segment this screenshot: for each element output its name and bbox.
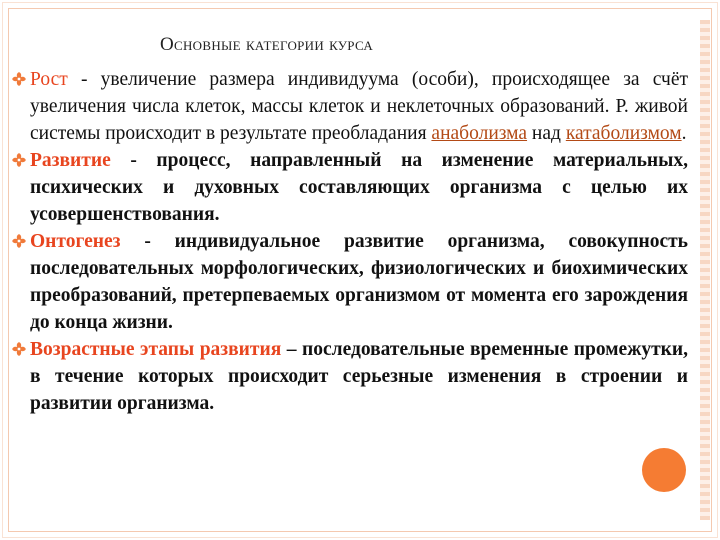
slide-title: Основные категории курса — [160, 34, 374, 55]
list-item-ontogenesis — [12, 228, 688, 336]
decorative-side-stripe — [700, 20, 710, 520]
term-age-stages: Возрастные этапы развития — [30, 339, 282, 360]
list-item-growth — [12, 66, 688, 147]
decorative-orange-circle — [642, 448, 686, 492]
definition-growth-a: - увеличение размера индивидуума (особи), происходящее за счёт увеличения числа клеток, массы клеток и неклеточных образований. Р. живой системы происходит в результате преобладания — [30, 69, 688, 144]
flower-bullet-icon — [12, 234, 26, 248]
definition-age-stages: – последовательные временные промежутки, в течение которых происходит серьезные изменения в строении и развитии организма. — [30, 339, 689, 414]
definition-growth-c: . — [681, 123, 687, 144]
flower-bullet-icon — [12, 342, 26, 356]
categories-list — [12, 66, 688, 417]
list-item-age-stages — [12, 336, 688, 417]
anabolism-link[interactable]: анаболизма — [431, 123, 528, 144]
term-ontogenesis: Онтогенез — [30, 231, 121, 252]
flower-bullet-icon — [12, 72, 26, 86]
catabolism-link[interactable]: катаболизмом — [565, 123, 682, 144]
term-growth: Рост — [30, 69, 68, 90]
flower-bullet-icon — [12, 153, 26, 167]
definition-development: - процесс, направленный на изменение материальных, психических и духовных составляющих организма с целью их усовершенствования. — [30, 150, 688, 225]
definition-ontogenesis: - индивидуальное развитие организма, совокупность последовательных морфологических, физиологических и биохимических преобразований, претерпеваемых организмом от момента его зарождения до конца жизни. — [30, 231, 688, 333]
list-item-development — [12, 147, 688, 228]
definition-growth-b: над — [527, 123, 566, 144]
term-development: Развитие — [30, 150, 111, 171]
